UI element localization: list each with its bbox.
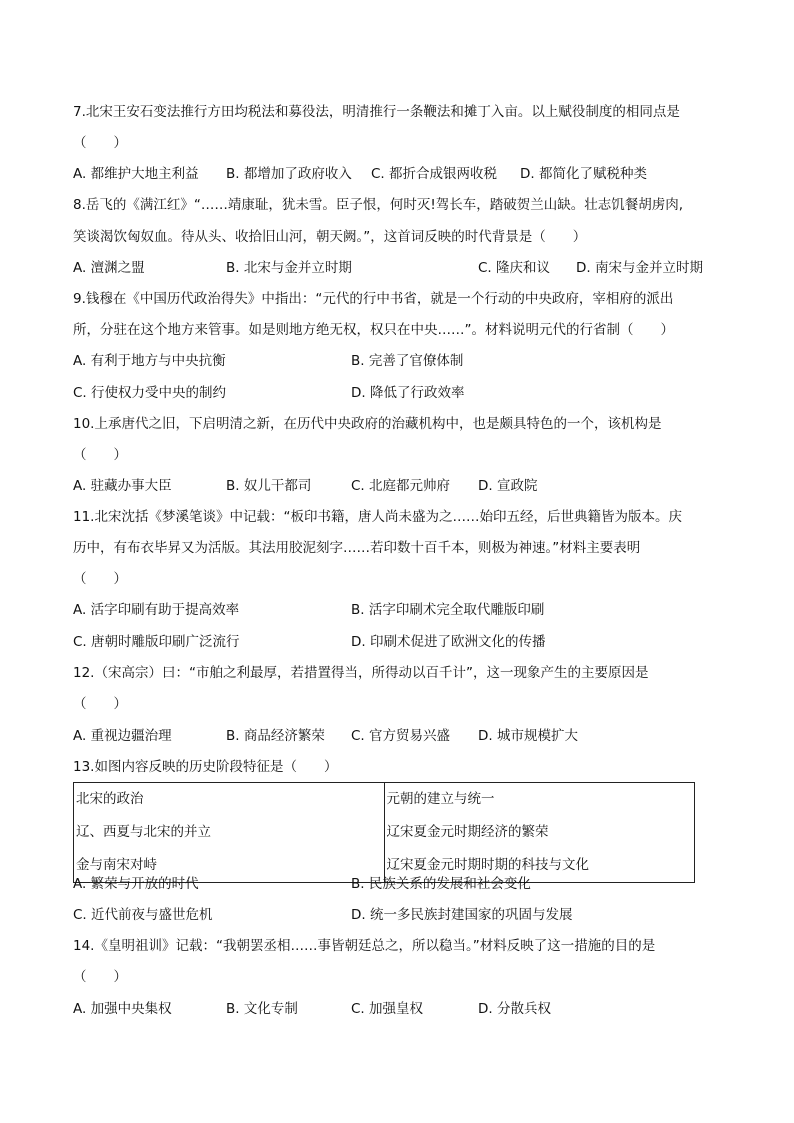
q12-stem-line-2: （ ） [73,696,127,712]
q14-stem-line-2: （ ） [73,969,127,985]
q13-content-table [73,782,695,883]
q11-stem-line-1: 11.北宋沈括《梦溪笔谈》中记载：“板印书籍，唐人尚未盛为之……始印五经，后世典籍皆为版本。庆 [73,509,682,525]
q11-option-d: D. 印刷术促进了欧洲文化的传播 [351,634,546,650]
table-cell: 金与南宋对峙 [74,849,385,883]
q14-option-c: C. 加强皇权 [351,1001,424,1017]
q7-stem-line-1: 7.北宋王安石变法推行方田均税法和募役法，明清推行一条鞭法和摊丁入亩。以上赋役制度的相同点是 [73,104,680,120]
q13-stem-line-1: 13.如图内容反映的历史阶段特征是（ ） [73,759,338,775]
q7-option-b: B. 都增加了政府收入 [226,166,352,182]
q12-option-c: C. 官方贸易兴盛 [351,728,451,744]
q7-option-c: C. 都折合成银两收税 [371,166,498,182]
q10-option-a: A. 驻藏办事大臣 [73,478,172,494]
q13-option-b: B. 民族关系的发展和社会变化 [351,876,531,892]
q9-stem-line-2: 所，分驻在这个地方来管事。如是则地方绝无权，权只在中央……”。材料说明元代的行省制（ ） [73,322,674,338]
q11-stem-line-3: （ ） [73,571,127,587]
q9-option-a: A. 有利于地方与中央抗衡 [73,353,226,369]
q8-stem-line-2: 笑谈渴饮匈奴血。待从头、收拾旧山河，朝天阙。”，这首词反映的时代背景是（ ） [73,229,587,245]
q8-option-d: D. 南宋与金并立时期 [576,260,703,276]
q12-option-d: D. 城市规模扩大 [478,728,578,744]
q10-stem-line-2: （ ） [73,447,127,463]
q11-option-a: A. 活字印刷有助于提高效率 [73,602,240,618]
q10-stem-line-1: 10.上承唐代之旧，下启明清之新，在历代中央政府的治藏机构中，也是颇具特色的一个，该机构是 [73,416,662,432]
q9-option-c: C. 行使权力受中央的制约 [73,385,227,401]
q7-option-d: D. 都简化了赋税种类 [520,166,647,182]
q12-option-a: A. 重视边疆治理 [73,728,172,744]
table-cell: 元朝的建立与统一 [384,783,695,817]
q14-option-b: B. 文化专制 [226,1001,298,1017]
q14-stem-line-1: 14.《皇明祖训》记载：“我朝罢丞相……事皆朝廷总之，所以稳当。”材料反映了这一措施的目的是 [73,938,656,954]
q12-stem-line-1: 12.（宋高宗）曰：“市舶之利最厚，若措置得当，所得动以百千计”，这一现象产生的主要原因是 [73,665,649,681]
q12-option-b: B. 商品经济繁荣 [226,728,325,744]
q7-stem-line-2: （ ） [73,135,127,151]
table-cell: 北宋的政治 [74,783,385,817]
table-row [74,783,695,817]
q11-option-b: B. 活字印刷术完全取代雕版印刷 [351,602,545,618]
q8-option-a: A. 澶渊之盟 [73,260,145,276]
q13-option-a: A. 繁荣与开放的时代 [73,876,199,892]
q14-option-d: D. 分散兵权 [478,1001,551,1017]
table-cell: 辽、西夏与北宋的并立 [74,816,385,849]
q8-stem-line-1: 8.岳飞的《满江红》“……靖康耻，犹未雪。臣子恨，何时灭!驾长车，踏破贺兰山缺。壮志饥餐胡虏肉, [73,197,684,213]
q10-option-d: D. 宣政院 [478,478,538,494]
q11-option-c: C. 唐朝时雕版印刷广泛流行 [73,634,240,650]
q9-stem-line-1: 9.钱穆在《中国历代政治得失》中指出：“元代的行中书省，就是一个行动的中央政府，宰相府的派出 [73,291,674,307]
table-row [74,816,695,849]
q11-stem-line-2: 历中，有布衣毕昇又为活版。其法用胶泥刻字……若印数十百千本，则极为神速。”材料主要表明 [73,540,641,556]
table-cell: 辽宋夏金元时期经济的繁荣 [384,816,695,849]
q13-option-c: C. 近代前夜与盛世危机 [73,907,213,923]
q8-option-b: B. 北宋与金并立时期 [226,260,352,276]
q13-option-d: D. 统一多民族封建国家的巩固与发展 [351,907,573,923]
q9-option-b: B. 完善了官僚体制 [351,353,464,369]
q10-option-b: B. 奴儿干都司 [226,478,312,494]
q10-option-c: C. 北庭都元帅府 [351,478,451,494]
q9-option-d: D. 降低了行政效率 [351,385,465,401]
q7-option-a: A. 都维护大地主利益 [73,166,199,182]
q8-option-c: C. 隆庆和议 [478,260,551,276]
q14-option-a: A. 加强中央集权 [73,1001,172,1017]
table-cell: 辽宋夏金元时期时期的科技与文化 [384,849,695,883]
